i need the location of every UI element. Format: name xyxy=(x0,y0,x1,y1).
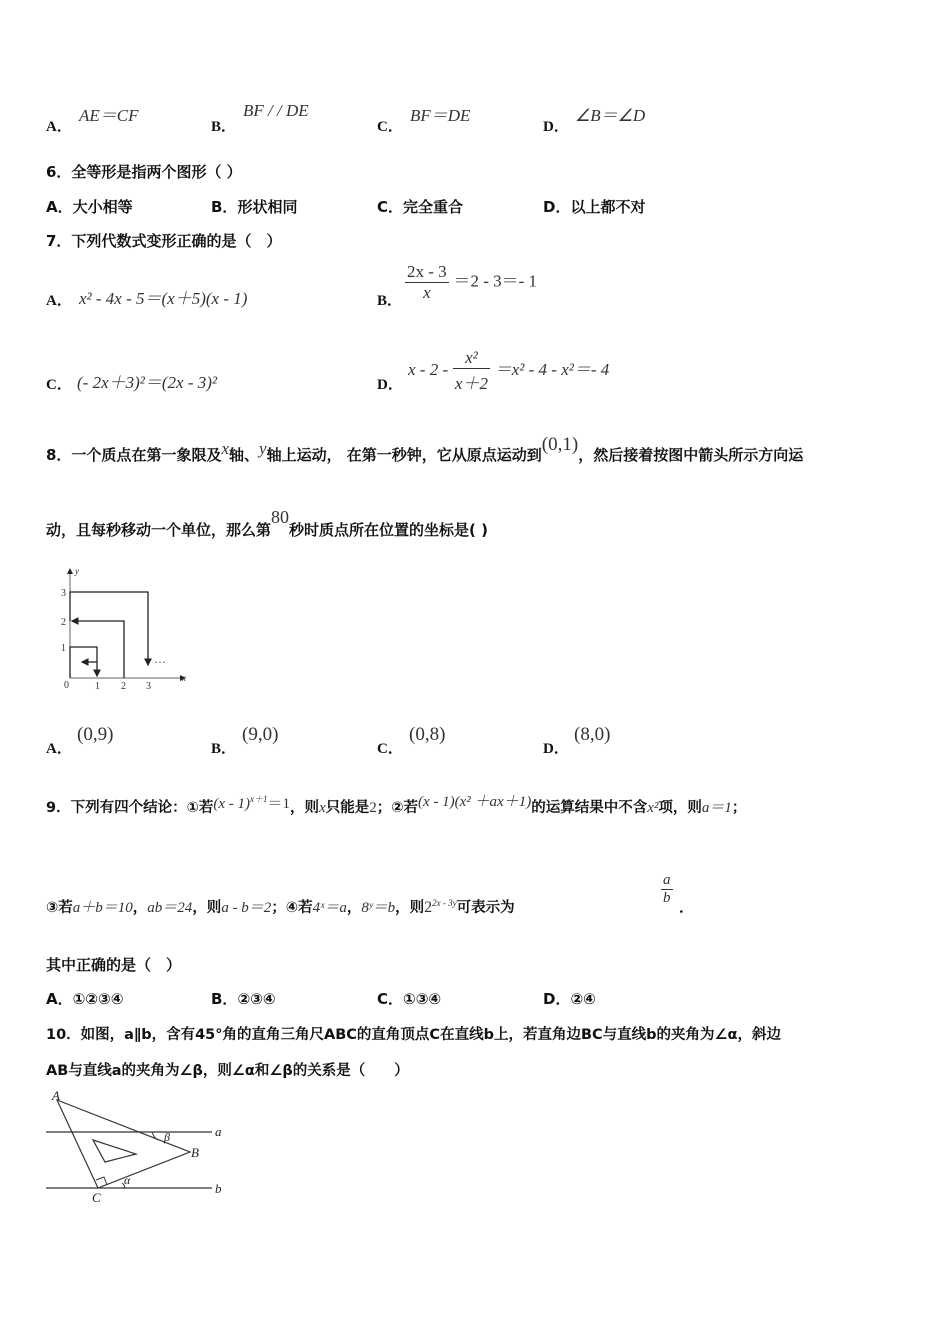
q9-line1 xyxy=(46,796,746,817)
math-exponent: 2x - 3y xyxy=(432,898,457,909)
q5-option-c[interactable] xyxy=(377,115,403,136)
origin-label: 0 xyxy=(64,680,69,691)
text: ③若 xyxy=(46,900,73,916)
text: ；②若 xyxy=(376,800,418,816)
q9-period: ． xyxy=(679,898,695,916)
math-point: (0,1) xyxy=(541,434,579,455)
y-tick-2: 2 xyxy=(61,617,66,628)
fraction xyxy=(453,348,490,394)
option-label: A． xyxy=(46,198,73,216)
option-label: A． xyxy=(46,119,72,135)
math-expr: a＋b＝10 xyxy=(72,900,133,916)
q8-option-c[interactable]: C． xyxy=(377,741,403,757)
q8-figure xyxy=(55,565,195,695)
x-tick-3: 3 xyxy=(146,681,151,692)
x-axis-label: x xyxy=(182,673,186,683)
fraction-numerator: a xyxy=(663,872,671,888)
option-text: ②④ xyxy=(570,990,596,1008)
fraction-numerator: x² xyxy=(453,348,490,369)
text: 轴上运动， 在第一秒钟，它从原点运动到 xyxy=(266,446,542,464)
option-label: C． xyxy=(377,119,403,135)
fraction xyxy=(661,872,673,907)
math-expr: 8ʸ＝b xyxy=(361,900,396,916)
q5-option-a-math: AE＝CF xyxy=(79,106,139,125)
q7-option-d-expr xyxy=(408,348,609,394)
q9-option-b[interactable] xyxy=(211,988,276,1009)
expr-rest: ＝2 - 3＝- 1 xyxy=(453,271,538,291)
text: 只能是 xyxy=(325,800,370,816)
fraction xyxy=(405,262,449,303)
q9-option-c[interactable] xyxy=(377,988,441,1009)
math-expr: (x - 1)(x² ＋ax＋1) xyxy=(418,794,532,810)
text: ， xyxy=(132,900,148,916)
math-var: x² xyxy=(647,800,659,816)
option-text: ①②③④ xyxy=(72,990,124,1008)
q8-line1 xyxy=(46,434,804,466)
q7-option-b-label[interactable]: B． xyxy=(377,293,403,309)
option-text: 完全重合 xyxy=(403,198,464,216)
math-expr: a＝1 xyxy=(701,800,732,816)
option-label: C． xyxy=(377,990,404,1008)
y-tick-1: 1 xyxy=(61,643,66,654)
q5-option-c-math: BF＝DE xyxy=(410,106,471,125)
text: 可表示为 xyxy=(456,900,515,916)
label-alpha: α xyxy=(124,1173,131,1187)
fraction-numerator: 2x - 3 xyxy=(407,262,447,281)
q10-line1: 10．如图，a∥b，含有45°角的直角三角尺ABC的直角顶点C在直线b上，若直角边BC与直线b的夹角为∠α，斜边 xyxy=(46,1027,781,1043)
path-segment-3 xyxy=(70,592,148,665)
y-axis-label: y xyxy=(75,566,79,576)
text: ，则 xyxy=(395,900,425,916)
q9-line3: 其中正确的是（ ） xyxy=(46,956,182,974)
math-number: 2 xyxy=(369,800,377,816)
label-B: B xyxy=(191,1145,199,1160)
triangle-inner xyxy=(93,1140,136,1162)
option-label: D． xyxy=(543,119,569,135)
text: ，然后接着按图中箭头所示方向运 xyxy=(578,446,804,464)
q6-stem: 6．全等形是指两个图形（ ） xyxy=(46,163,242,181)
math-y: y xyxy=(259,439,267,458)
q8-option-a[interactable]: A． xyxy=(46,741,72,757)
q10-figure xyxy=(40,1088,240,1208)
math-expr: (x - 1) xyxy=(213,796,251,812)
option-text: 形状相同 xyxy=(237,198,298,216)
label-beta: β xyxy=(164,1130,170,1144)
q7-option-d-label[interactable]: D． xyxy=(377,377,403,393)
q7-option-a-label[interactable]: A． xyxy=(46,293,72,309)
option-label: D． xyxy=(543,990,571,1008)
q6-option-b[interactable] xyxy=(211,196,297,217)
option-text: ①③④ xyxy=(403,990,442,1008)
text: ，则 xyxy=(192,900,222,916)
q9-option-a[interactable] xyxy=(46,988,123,1009)
math-expr: ab＝24 xyxy=(147,900,193,916)
option-label: C． xyxy=(377,198,404,216)
y-tick-3: 3 xyxy=(61,588,66,599)
q5-option-d-math: ∠B＝∠D xyxy=(575,106,646,125)
q7-option-b-expr xyxy=(405,262,537,303)
q5-option-b-math: BF / / DE xyxy=(243,101,309,120)
math-expr: ＝1 xyxy=(267,796,291,812)
q7-option-c-label[interactable]: C． xyxy=(46,377,72,393)
text: 8．一个质点在第一象限及 xyxy=(46,446,222,464)
expr-pre: x - 2 - xyxy=(408,360,449,379)
q7-option-c-math: (- 2x＋3)²＝(2x - 3)² xyxy=(77,373,218,392)
text: ； xyxy=(731,800,747,816)
q5-option-d[interactable] xyxy=(543,115,569,136)
option-text: ②③④ xyxy=(237,990,276,1008)
option-label: B． xyxy=(211,119,237,135)
text: 秒时质点所在位置的坐标是( ) xyxy=(289,521,488,539)
q9-line2 xyxy=(46,896,515,917)
fraction-denominator: x＋2 xyxy=(454,374,488,393)
text: ， xyxy=(346,900,362,916)
q8-option-b-math: (9,0) xyxy=(242,724,279,745)
q7-option-a-math: x² - 4x - 5＝(x＋5)(x - 1) xyxy=(79,289,248,308)
label-a: a xyxy=(215,1124,222,1139)
option-text: 大小相等 xyxy=(72,198,133,216)
q10-line2: AB与直线a的夹角为∠β，则∠α和∠β的关系是（ ） xyxy=(46,1063,409,1079)
q6-option-a[interactable] xyxy=(46,196,133,217)
q6-option-c[interactable] xyxy=(377,196,463,217)
label-b: b xyxy=(215,1181,222,1196)
x-tick-2: 2 xyxy=(121,681,126,692)
math-base: 2 xyxy=(424,899,433,916)
math-expr: a - b＝2 xyxy=(221,900,272,916)
math-exponent: x＋1 xyxy=(250,794,268,805)
ellipsis: … xyxy=(154,652,166,666)
path-segment-2 xyxy=(72,621,124,678)
text: 项，则 xyxy=(658,800,702,816)
q7-stem: 7．下列代数式变形正确的是（ ） xyxy=(46,232,282,250)
fraction-denominator: x xyxy=(423,283,431,302)
label-A: A xyxy=(52,1088,60,1103)
text: 动，且每秒移动一个单位，那么第 xyxy=(46,521,272,539)
option-label: A． xyxy=(46,990,73,1008)
math-number: 80 xyxy=(271,507,290,527)
q6-option-d[interactable] xyxy=(543,196,645,217)
text: 轴、 xyxy=(229,446,260,464)
math-expr: 4ˣ＝a xyxy=(312,900,347,916)
q8-option-d[interactable]: D． xyxy=(543,741,569,757)
fraction-denominator: b xyxy=(663,890,671,906)
q9-option-d[interactable] xyxy=(543,988,596,1009)
text: ；④若 xyxy=(271,900,313,916)
q9-fraction xyxy=(661,872,673,907)
q8-line2 xyxy=(46,507,488,540)
option-label: D． xyxy=(543,198,571,216)
q8-option-b[interactable]: B． xyxy=(211,741,237,757)
text: 9．下列有四个结论：①若 xyxy=(46,800,214,816)
option-text: 以上都不对 xyxy=(570,198,646,216)
expr-rest: ＝x² - 4 - x²＝- 4 xyxy=(494,360,610,379)
q5-option-b[interactable] xyxy=(211,115,236,136)
option-label: B． xyxy=(211,990,238,1008)
text: 的运算结果中不含 xyxy=(531,800,648,816)
text: ，则 xyxy=(290,800,320,816)
math-var: x xyxy=(319,800,326,816)
label-C: C xyxy=(92,1190,101,1205)
option-label: B． xyxy=(211,198,238,216)
q8-option-c-math: (0,8) xyxy=(409,724,446,745)
x-tick-1: 1 xyxy=(95,681,100,692)
q8-option-a-math: (0,9) xyxy=(77,724,114,745)
q8-option-d-math: (8,0) xyxy=(574,724,611,745)
right-angle-mark xyxy=(96,1177,107,1185)
q5-option-a[interactable] xyxy=(46,115,72,136)
math-x: x xyxy=(221,439,229,458)
